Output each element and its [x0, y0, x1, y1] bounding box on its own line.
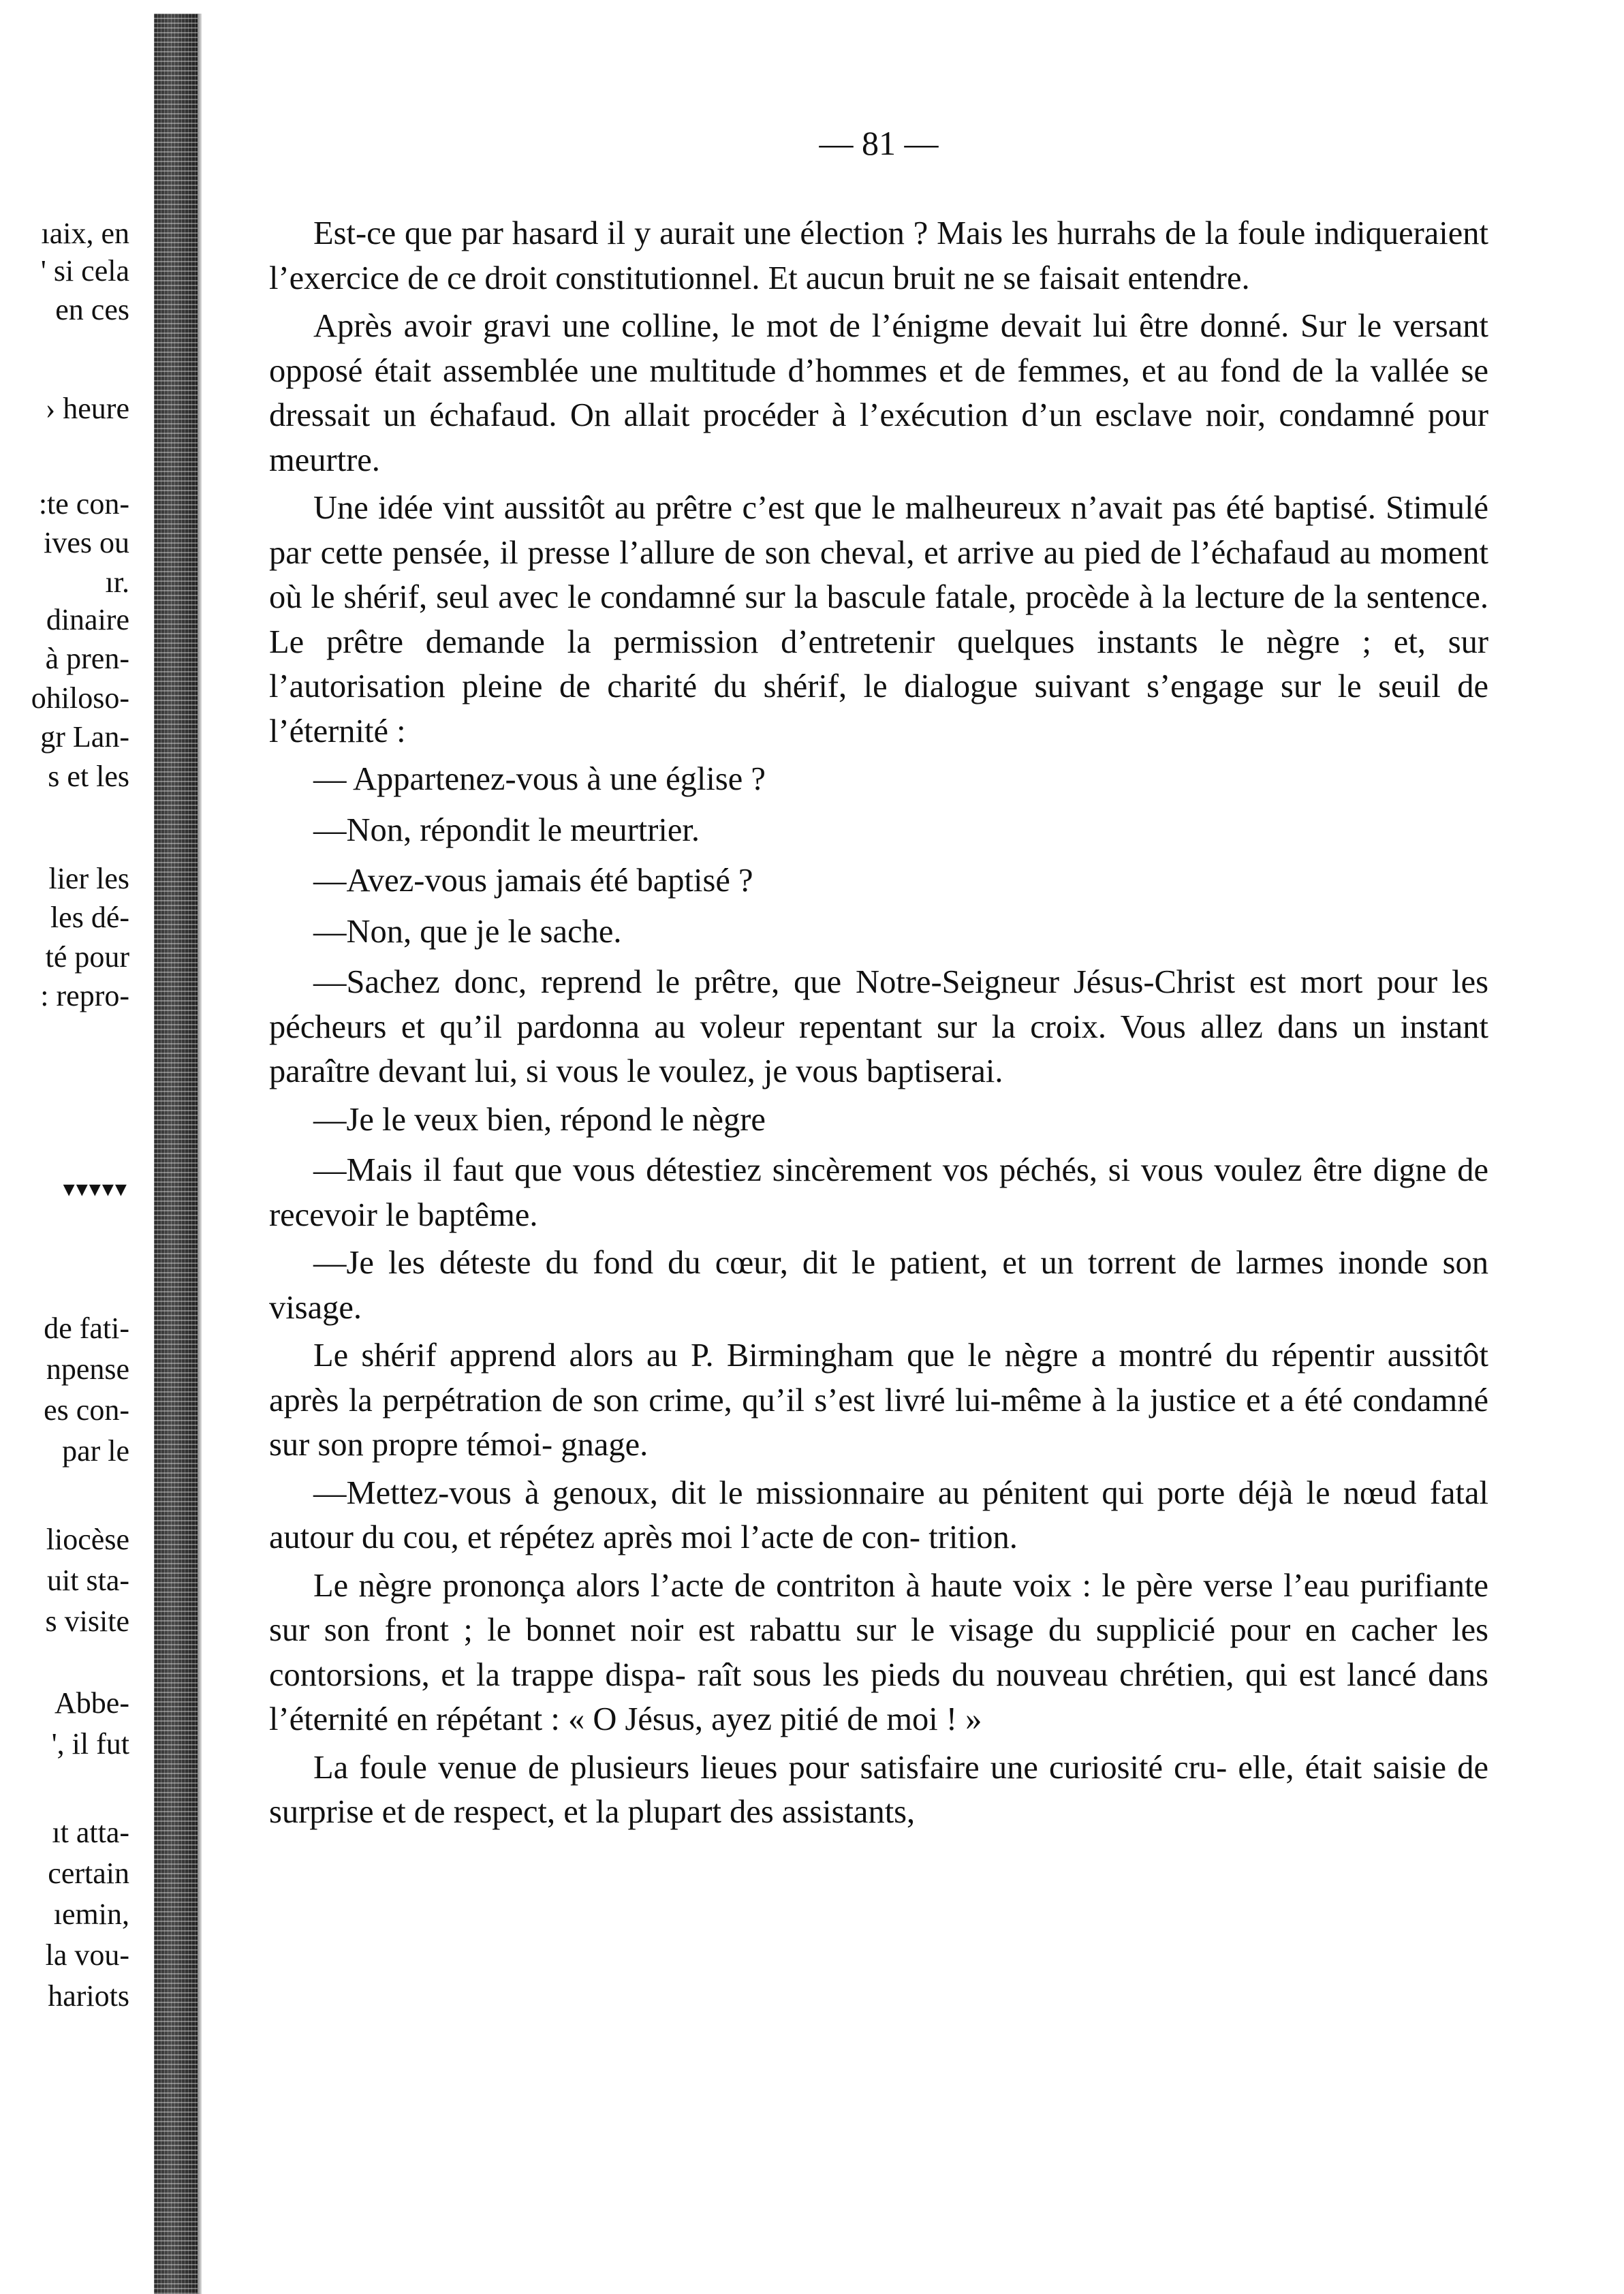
section-ornament: ▾▾▾▾▾	[63, 1177, 128, 1202]
fragment-line: certain	[48, 1857, 129, 1890]
paragraph: La foule venue de plusieurs lieues pour satisfaire une curiosité cru- elle, était saisie de surprise et de respect, et la plupart des assistants,	[269, 1749, 1488, 1830]
paragraph: Est-ce que par hasard il y aurait une élection ? Mais les hurrahs de la foule indiqueraient l’exercice de ce droit constitutionnel. Et aucun bruit ne se faisait entendre.	[269, 215, 1488, 296]
dialogue-paragraph: —Mais il faut que vous détestiez sincèrement vos péchés, si vous voulez être digne de recevoir le baptême.	[269, 1152, 1488, 1233]
fragment-line: en ces	[55, 293, 129, 326]
fragment-line: ıt atta-	[52, 1816, 129, 1849]
paragraph: Une idée vint aussitôt au prêtre c’est que le malheureux n’avait pas été baptisé. Stimulé par cette pensée, il presse l’allure de son cheval, et arrive au pied de l’échafaud au moment où le shérif, seul avec le condamné sur la bascule fatale, procède à la lecture de la sentence. Le prêtre demande la permission d’entretenir quelques instants le nègre ; et, sur l’autorisation pleine de charité du shérif, le dialogue suivant s’engage sur le seuil de l’éternité :	[269, 490, 1488, 749]
paragraph: Le nègre prononça alors l’acte de contriton à haute voix : le père verse l’eau purifiante sur son front ; le bonnet noir est rabattu sur le visage du supplicié pour en cacher les contorsions, et la trappe dispa- raît sous les pieds du nouveau chrétien, qui est lancé dans l’éternité en répétant : « O Jésus, ayez pitié de moi ! »	[269, 1567, 1488, 1737]
fragment-line: uit sta-	[47, 1564, 129, 1597]
fragment-line: :te con-	[38, 487, 129, 521]
fragment-line: ' si cela	[40, 254, 129, 288]
dialogue-paragraph: —Mettez-vous à genoux, dit le missionnaire au pénitent qui porte déjà le nœud fatal autour du cou, et répétez après moi l’acte de con- trition.	[269, 1474, 1488, 1555]
dialogue-paragraph: —Sachez donc, reprend le prêtre, que Notre-Seigneur Jésus-Christ est mort pour les pécheurs et qu’il pardonna au voleur repentant sur la croix. Vous allez dans un instant paraître devant lui, si vous le voulez, je vous baptiserai.	[269, 964, 1488, 1089]
paragraph: Après avoir gravi une colline, le mot de l’énigme devait lui être donné. Sur le versant opposé était assemblée une multitude d’hommes et de femmes, et au fond de la vallée se dressait un échafaud. On allait procéder à l’exécution d’un esclave noir, condamné pour meurtre.	[269, 308, 1488, 478]
dialogue-paragraph: —Je les déteste du fond du cœur, dit le patient, et un torrent de larmes inonde son visage.	[269, 1245, 1488, 1326]
fragment-line: dinaire	[46, 603, 129, 636]
fragment-line: s visite	[45, 1605, 129, 1638]
previous-page-fragment	[0, 0, 136, 2294]
dialogue-line: —Je le veux bien, répond le nègre	[313, 1101, 766, 1138]
dialogue-line: —Non, répondit le meurtrier.	[313, 811, 700, 848]
fragment-line: ohiloso-	[31, 681, 129, 715]
fragment-line: ives ou	[44, 526, 129, 559]
fragment-line: ', il fut	[51, 1727, 129, 1761]
fragment-line: hariots	[48, 1979, 129, 2013]
dialogue-line: —Non, que je le sache.	[313, 913, 622, 950]
fragment-line: npense	[46, 1352, 129, 1386]
fragment-line: ıemin,	[53, 1897, 129, 1931]
fragment-line: liocèse	[46, 1523, 129, 1556]
dialogue-line: —Avez-vous jamais été baptisé ?	[313, 863, 753, 899]
fragment-line: de fati-	[44, 1312, 129, 1345]
page-number: — 81 —	[819, 124, 939, 162]
fragment-line: es con-	[44, 1393, 129, 1427]
book-gutter	[154, 14, 198, 2294]
fragment-line: s et les	[48, 760, 129, 793]
fragment-line: lier les	[48, 862, 129, 895]
page-edge	[198, 14, 202, 2294]
fragment-line: : repro-	[40, 979, 129, 1012]
fragment-line: à pren-	[45, 642, 129, 675]
fragment-line: › heure	[45, 392, 129, 425]
fragment-line: la vou-	[45, 1938, 129, 1972]
fragment-line: té pour	[45, 940, 129, 974]
fragment-line: Abbe-	[54, 1686, 129, 1720]
fragment-line: gr Lan-	[40, 720, 129, 754]
fragment-line: les dé-	[50, 901, 129, 934]
fragment-line: ıaix, en	[41, 217, 129, 250]
paragraph: Le shérif apprend alors au P. Birmingham que le nègre a montré du répentir aussitôt après la perpétration de son crime, qu’il s’est livré lui-même à la justice et a été condamné sur son propre témoi- gnage.	[269, 1337, 1488, 1463]
dialogue-line: — Appartenez-vous à une église ?	[313, 761, 766, 797]
fragment-line: par le	[62, 1434, 129, 1468]
page-body	[269, 211, 1488, 1838]
fragment-line: ır.	[105, 565, 129, 599]
